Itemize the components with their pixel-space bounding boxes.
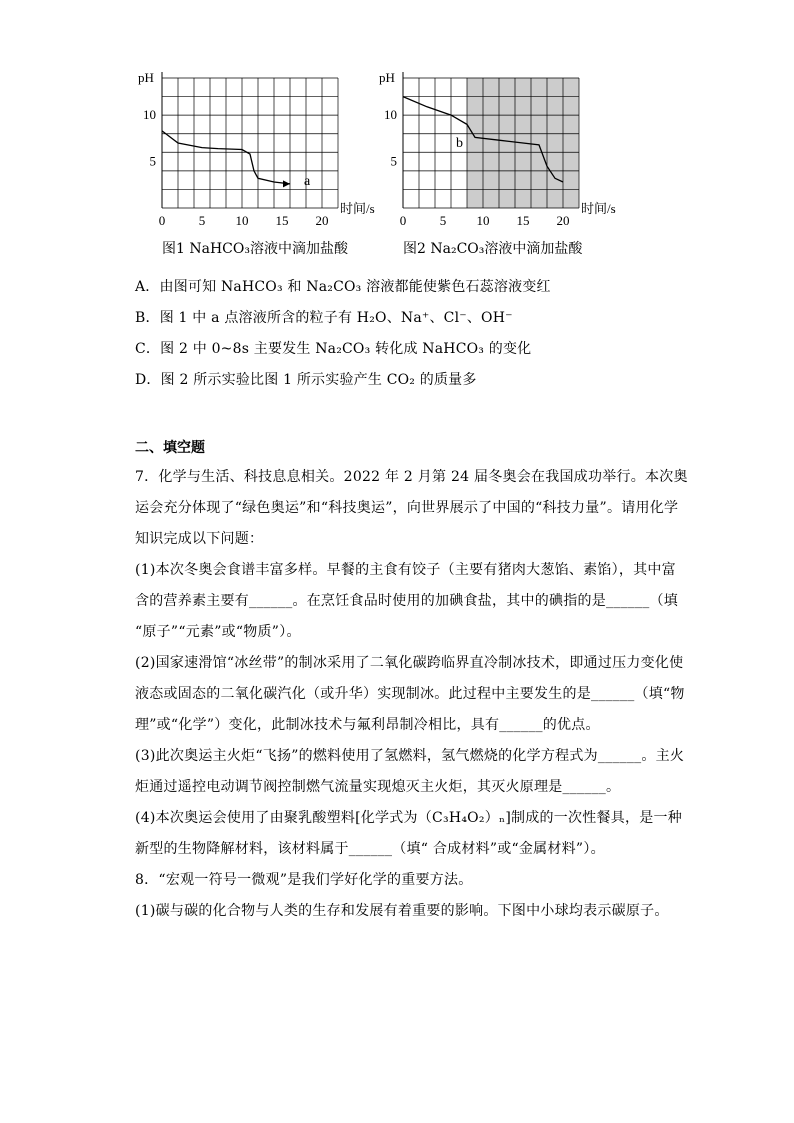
q7-line: 炬通过遥控电动调节阀控制燃气流量实现熄灭主火炬，其灭火原理是______。 bbox=[135, 779, 621, 795]
section-title: 二、填空题 bbox=[135, 440, 205, 456]
q7-line: (3)此次奥运主火炬“飞扬”的燃料使用了氢燃料，氢气燃烧的化学方程式为______。主火 bbox=[135, 748, 685, 764]
y-tick-label: 10 bbox=[143, 107, 156, 123]
ph-chart-1 bbox=[130, 68, 380, 228]
q7-line: 新型的生物降解材料，该材料属于______（填“ 合成材料”或“金属材料”）。 bbox=[135, 841, 605, 857]
x-tick-label: 5 bbox=[198, 213, 206, 228]
q8-line: (1)碳与碳的化合物与人类的生存和发展有着重要的影响。下图中小球均表示碳原子。 bbox=[135, 903, 669, 919]
q7-line: 液态或固态的二氧化碳汽化（或升华）实现制冰。此过程中主要发生的是______（填“物 bbox=[135, 686, 685, 702]
y-axis-label: pH bbox=[138, 70, 154, 85]
q7-line: (1)本次冬奥会食谱丰富多样。早餐的主食有饺子（主要有猪肉大葱馅、素馅），其中富 bbox=[135, 562, 676, 578]
figure-2 bbox=[372, 68, 632, 232]
x-tick-label: 10 bbox=[235, 213, 249, 228]
q7-line: (4)本次奥运会使用了由聚乳酸塑料[化学式为（C₃H₄O₂）ₙ]制成的一次性餐具，是一种 bbox=[135, 810, 683, 826]
q7-line: “原子”“元素”或“物质”）。 bbox=[135, 624, 301, 640]
x-tick-label: 0 bbox=[158, 213, 166, 228]
option-c: C．图 2 中 0~8s 主要发生 Na₂CO₃ 转化成 NaHCO₃ 的变化 bbox=[135, 341, 532, 357]
y-tick-label: 5 bbox=[390, 153, 397, 169]
x-axis-label: 时间/s bbox=[581, 201, 616, 216]
curve-arrow-head bbox=[283, 180, 290, 187]
option-d: D．图 2 所示实验比图 1 所示实验产生 CO₂ 的质量多 bbox=[135, 372, 477, 388]
y-axis-label: pH bbox=[379, 70, 395, 85]
point-label: a bbox=[304, 174, 311, 189]
q7-line: 理”或“化学”）变化，此制冰技术与氟利昂制冷相比，具有______的优点。 bbox=[135, 717, 600, 733]
option-b: B．图 1 中 a 点溶液所含的粒子有 H₂O、Na⁺、Cl⁻、OH⁻ bbox=[135, 310, 513, 326]
x-axis-label: 时间/s bbox=[340, 201, 375, 216]
ph-chart-2 bbox=[372, 68, 632, 228]
figure-1-caption: 图1 NaHCO₃溶液中滴加盐酸 bbox=[162, 241, 348, 257]
x-tick-label: 0 bbox=[399, 213, 407, 228]
x-tick-label: 20 bbox=[315, 213, 329, 228]
y-tick-label: 10 bbox=[384, 107, 397, 123]
q7-line: (2)国家速滑馆“冰丝带”的制冰采用了二氧化碳跨临界直冷制冰技术，即通过压力变化使 bbox=[135, 655, 684, 671]
y-tick-label: 5 bbox=[149, 153, 156, 169]
x-tick-label: 15 bbox=[516, 213, 530, 228]
q7-line: 知识完成以下问题： bbox=[135, 531, 264, 547]
option-a: A．由图可知 NaHCO₃ 和 Na₂CO₃ 溶液都能使紫色石蕊溶液变红 bbox=[135, 279, 551, 295]
q8-line: 8．“宏观一符号一微观”是我们学好化学的重要方法。 bbox=[135, 872, 473, 888]
figure-2-caption: 图2 Na₂CO₃溶液中滴加盐酸 bbox=[403, 241, 583, 257]
q7-line: 运会充分体现了“绿色奥运”和“科技奥运”，向世界展示了中国的“科技力量”。请用化学 bbox=[135, 500, 679, 516]
point-label: b bbox=[456, 136, 463, 151]
q7-line: 含的营养素主要有______。在烹饪食品时使用的加碘食盐，其中的碘指的是______（填 bbox=[135, 593, 678, 609]
x-tick-label: 10 bbox=[476, 213, 490, 228]
figure-1 bbox=[130, 68, 380, 232]
x-tick-label: 5 bbox=[439, 213, 447, 228]
x-tick-label: 20 bbox=[556, 213, 570, 228]
x-tick-label: 15 bbox=[275, 213, 289, 228]
q7-line: 7．化学与生活、科技息息相关。2022 年 2 月第 24 届冬奥会在我国成功举行。本次奥 bbox=[135, 469, 688, 485]
